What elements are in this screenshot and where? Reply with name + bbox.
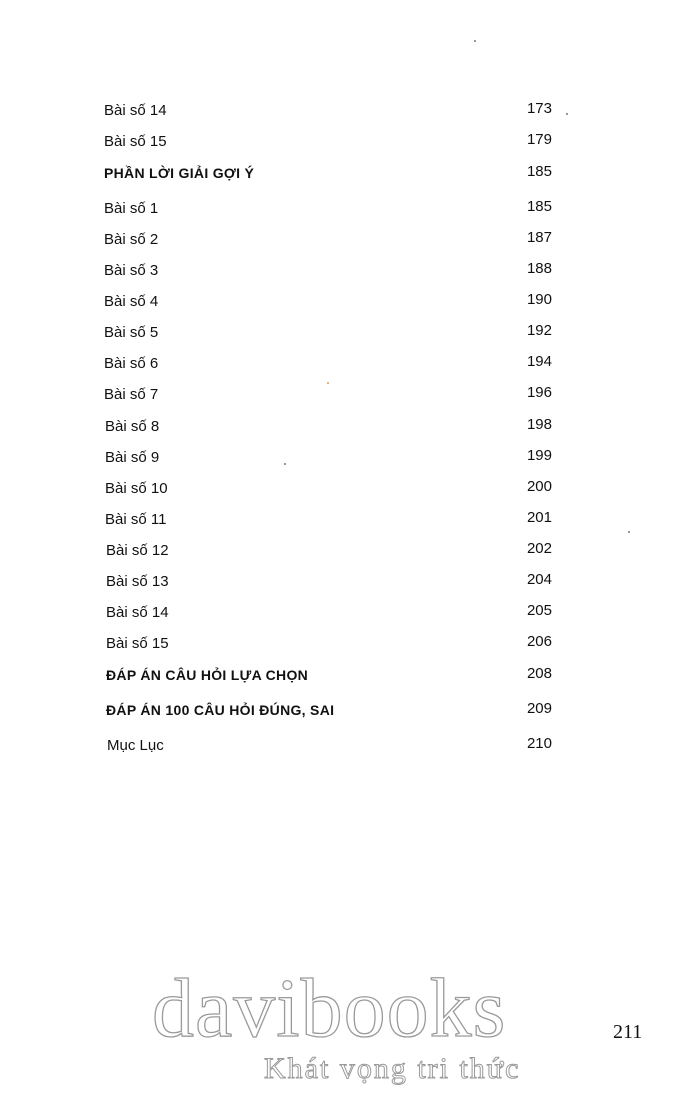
toc-entry-title: Bài số 11: [105, 511, 167, 528]
toc-entry-title: Bài số 2: [104, 231, 159, 248]
toc-entry: [105, 509, 552, 531]
scan-speck: [327, 382, 329, 384]
toc-entry-page-number: 196: [526, 384, 552, 401]
toc-entry: [105, 478, 552, 500]
toc-entry-title: Bài số 9: [105, 449, 160, 466]
toc-entry-title: Bài số 12: [106, 542, 169, 559]
toc-entry-page-number: 185: [526, 198, 552, 215]
toc-entry-page-number: 210: [526, 735, 552, 752]
toc-entry-page-number: 188: [526, 260, 552, 277]
toc-entry: [104, 353, 552, 375]
toc-entry-page-number: 173: [526, 100, 552, 117]
toc-entry-title: Bài số 10: [105, 480, 168, 497]
toc-entry: [106, 602, 552, 624]
toc-entry: [106, 633, 552, 655]
toc-entry-title: PHẦN LỜI GIẢI GỢI Ý: [104, 165, 255, 181]
toc-entry-title: Bài số 14: [104, 102, 167, 119]
toc-entry-title: Bài số 4: [104, 293, 159, 310]
watermark-tagline: Khát vọng tri thức: [264, 1052, 521, 1085]
toc-entry: [104, 291, 552, 313]
toc-entry: [104, 384, 552, 406]
page-number: 211: [613, 1021, 643, 1043]
toc-entry-page-number: 200: [526, 478, 552, 495]
toc-entry-title: Bài số 15: [106, 635, 169, 652]
toc-entry-page-number: 201: [526, 509, 552, 526]
toc-entry: [104, 100, 552, 122]
toc-entry: [105, 416, 552, 438]
toc-section-heading: [106, 665, 552, 687]
toc-entry-page-number: 205: [526, 602, 552, 619]
toc-entry: [104, 322, 552, 344]
toc-entry: [106, 571, 552, 593]
toc-entry-page-number: 179: [526, 131, 552, 148]
toc-entry-title: Bài số 15: [104, 133, 167, 150]
toc-entry-page-number: 185: [526, 163, 552, 180]
scan-speck: [474, 40, 476, 42]
toc-entry-title: Mục Lục: [107, 737, 164, 754]
toc-entry-title: Bài số 5: [104, 324, 159, 341]
toc-entry-page-number: 187: [526, 229, 552, 246]
toc-entry-page-number: 199: [526, 447, 552, 464]
toc-entry: [107, 735, 552, 757]
toc-entry-title: ĐÁP ÁN 100 CÂU HỎI ĐÚNG, SAI: [106, 702, 335, 718]
watermark-logo: davibooks: [152, 962, 507, 1055]
toc-entry: [105, 447, 552, 469]
toc-entry-page-number: 192: [526, 322, 552, 339]
toc-entry: [104, 131, 552, 153]
toc-entry-page-number: 190: [526, 291, 552, 308]
toc-entry: [104, 198, 552, 220]
toc-entry-page-number: 209: [526, 700, 552, 717]
toc-entry-title: Bài số 6: [104, 355, 159, 372]
toc-entry-page-number: 206: [526, 633, 552, 650]
toc-entry-title: ĐÁP ÁN CÂU HỎI LỰA CHỌN: [106, 667, 309, 683]
toc-entry: [104, 229, 552, 251]
toc-entry-title: Bài số 14: [106, 604, 169, 621]
toc-entry-page-number: 194: [526, 353, 552, 370]
toc-entry-page-number: 202: [526, 540, 552, 557]
toc-entry-page-number: 204: [526, 571, 552, 588]
toc-entry-title: Bài số 7: [104, 386, 159, 403]
scan-speck: [566, 113, 568, 115]
toc-entry-page-number: 198: [526, 416, 552, 433]
toc-section-heading: [106, 700, 552, 722]
toc-entry-title: Bài số 1: [104, 200, 159, 217]
scan-speck: [284, 463, 286, 465]
toc-section-heading: [104, 163, 552, 185]
toc-entry: [106, 540, 552, 562]
scan-speck: [628, 531, 630, 533]
toc-entry-title: Bài số 3: [104, 262, 159, 279]
toc-entry-title: Bài số 8: [105, 418, 160, 435]
toc-entry: [104, 260, 552, 282]
toc-entry-page-number: 208: [526, 665, 552, 682]
toc-entry-title: Bài số 13: [106, 573, 169, 590]
